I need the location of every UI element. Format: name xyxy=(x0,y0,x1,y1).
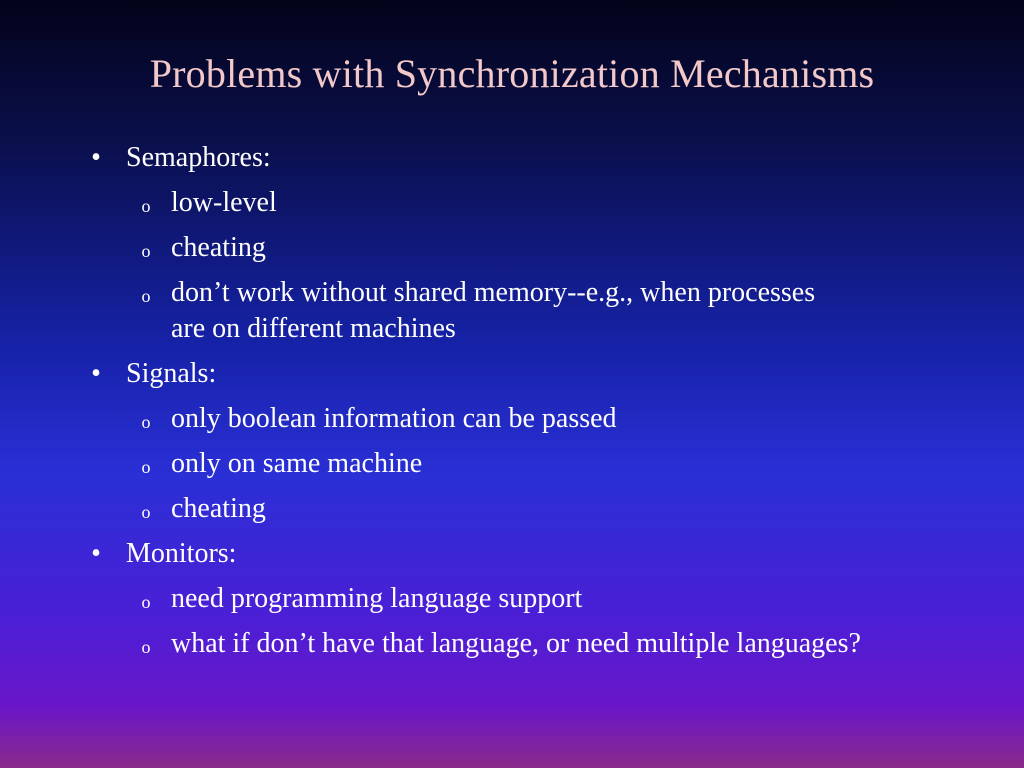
sub-item xyxy=(86,446,946,482)
sub-bullet-icon: o xyxy=(141,412,151,432)
sub-item xyxy=(86,185,946,221)
sub-bullet-icon: o xyxy=(141,502,151,522)
slide-title: Problems with Synchronization Mechanisms xyxy=(149,51,875,96)
sub-item xyxy=(86,581,946,617)
sub-item xyxy=(86,401,946,437)
sub-list xyxy=(86,401,946,527)
sub-bullet-icon: o xyxy=(141,241,151,261)
bullet-monitors xyxy=(86,536,946,662)
bullet-label: Signals: xyxy=(126,358,217,389)
bullet-label: Monitors: xyxy=(126,538,237,569)
sub-item-text: low-level xyxy=(171,187,277,218)
sub-item-text: cheating xyxy=(171,232,266,263)
sub-bullet-icon: o xyxy=(141,196,151,216)
sub-bullet-icon: o xyxy=(141,637,151,657)
sub-item xyxy=(86,491,946,527)
sub-item xyxy=(86,230,946,266)
sub-item-text: need programming language support xyxy=(171,583,583,614)
bullet-signals xyxy=(86,356,946,527)
bullet-label: Semaphores: xyxy=(126,142,271,173)
bullet-icon: • xyxy=(91,538,101,569)
sub-bullet-icon: o xyxy=(141,592,151,612)
bullet-icon: • xyxy=(91,358,101,389)
bullet-semaphores xyxy=(86,140,946,347)
slide-content xyxy=(86,140,946,671)
sub-list xyxy=(86,581,946,662)
sub-bullet-icon: o xyxy=(141,457,151,477)
bullet-icon: • xyxy=(91,142,101,173)
sub-item-text: what if don’t have that language, or need multiple languages? xyxy=(171,628,861,659)
sub-item-text: don’t work without shared memory--e.g., when processes are on different machines xyxy=(171,277,816,344)
sub-item xyxy=(86,626,946,662)
sub-item-text: only on same machine xyxy=(171,448,423,479)
sub-bullet-icon: o xyxy=(141,286,151,306)
sub-item-text: only boolean information can be passed xyxy=(171,403,617,434)
sub-item-text: cheating xyxy=(171,493,266,524)
sub-list xyxy=(86,185,946,347)
sub-item xyxy=(86,275,946,347)
